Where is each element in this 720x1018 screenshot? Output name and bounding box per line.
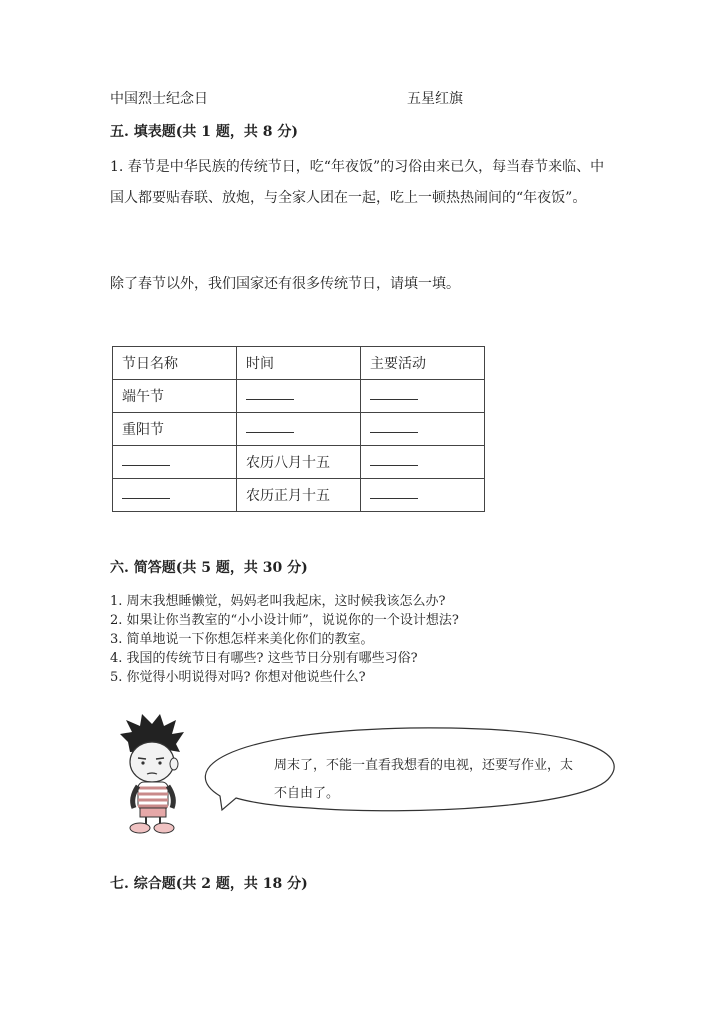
list-item: 4. 我国的传统节日有哪些? 这些节日分别有哪些习俗? [110, 651, 418, 666]
section5-prompt: 除了春节以外，我们国家还有很多传统节日，请填一填。 [110, 276, 460, 292]
blank-line [246, 389, 294, 400]
boy-figure [120, 714, 184, 833]
blank-cell[interactable] [361, 479, 485, 512]
blank-cell[interactable] [113, 446, 237, 479]
blank-line [370, 488, 418, 499]
blank-line [370, 455, 418, 466]
table-row [113, 413, 485, 446]
blank-cell[interactable] [361, 380, 485, 413]
list-item: 1. 周末我想睡懒觉，妈妈老叫我起床，这时候我该怎么办? [110, 594, 446, 609]
blank-cell[interactable] [237, 413, 361, 446]
table-cell: 农历八月十五 [237, 446, 361, 479]
table-cell: 农历正月十五 [237, 479, 361, 512]
table-header-cell: 节日名称 [113, 347, 237, 380]
blank-cell[interactable] [361, 413, 485, 446]
section7-title: 七. 综合题(共 2 题，共 18 分) [110, 876, 308, 892]
blank-cell[interactable] [113, 479, 237, 512]
list-item: 3. 简单地说一下你想怎样来美化你们的教室。 [110, 632, 374, 647]
table-cell: 端午节 [113, 380, 237, 413]
festival-table [112, 346, 485, 512]
table-row [113, 380, 485, 413]
table-cell: 重阳节 [113, 413, 237, 446]
section5-intro: 1. 春节是中华民族的传统节日，吃“年夜饭”的习俗由来已久，每当春节来临、中国人都要贴春联、放炮，与全家人团在一起，吃上一顿热热闹间的“年夜饭”。 [110, 159, 605, 206]
blank-cell[interactable] [361, 446, 485, 479]
table-header-cell: 时间 [237, 347, 361, 380]
list-item: 5. 你觉得小明说得对吗? 你想对他说些什么? [110, 670, 366, 685]
top-item-left: 中国烈士纪念日 [110, 91, 208, 107]
section6-title: 六. 简答题(共 5 题，共 30 分) [110, 560, 308, 576]
section5-title: 五. 填表题(共 1 题，共 8 分) [110, 124, 298, 140]
table-row [113, 479, 485, 512]
blank-line [122, 455, 170, 466]
list-item: 2. 如果让你当教室的“小小设计师”，说说你的一个设计想法? [110, 613, 459, 628]
blank-line [246, 422, 294, 433]
blank-line [370, 422, 418, 433]
blank-cell[interactable] [237, 380, 361, 413]
speech-bubble-text: 周末了，不能一直看我想看的电视，还要写作业，太不自由了。 [274, 758, 574, 801]
top-item-right: 五星红旗 [407, 91, 463, 107]
table-header-cell: 主要活动 [361, 347, 485, 380]
table-row [113, 446, 485, 479]
blank-line [370, 389, 418, 400]
blank-line [122, 488, 170, 499]
table-header-row [113, 347, 485, 380]
question-list [110, 592, 459, 687]
